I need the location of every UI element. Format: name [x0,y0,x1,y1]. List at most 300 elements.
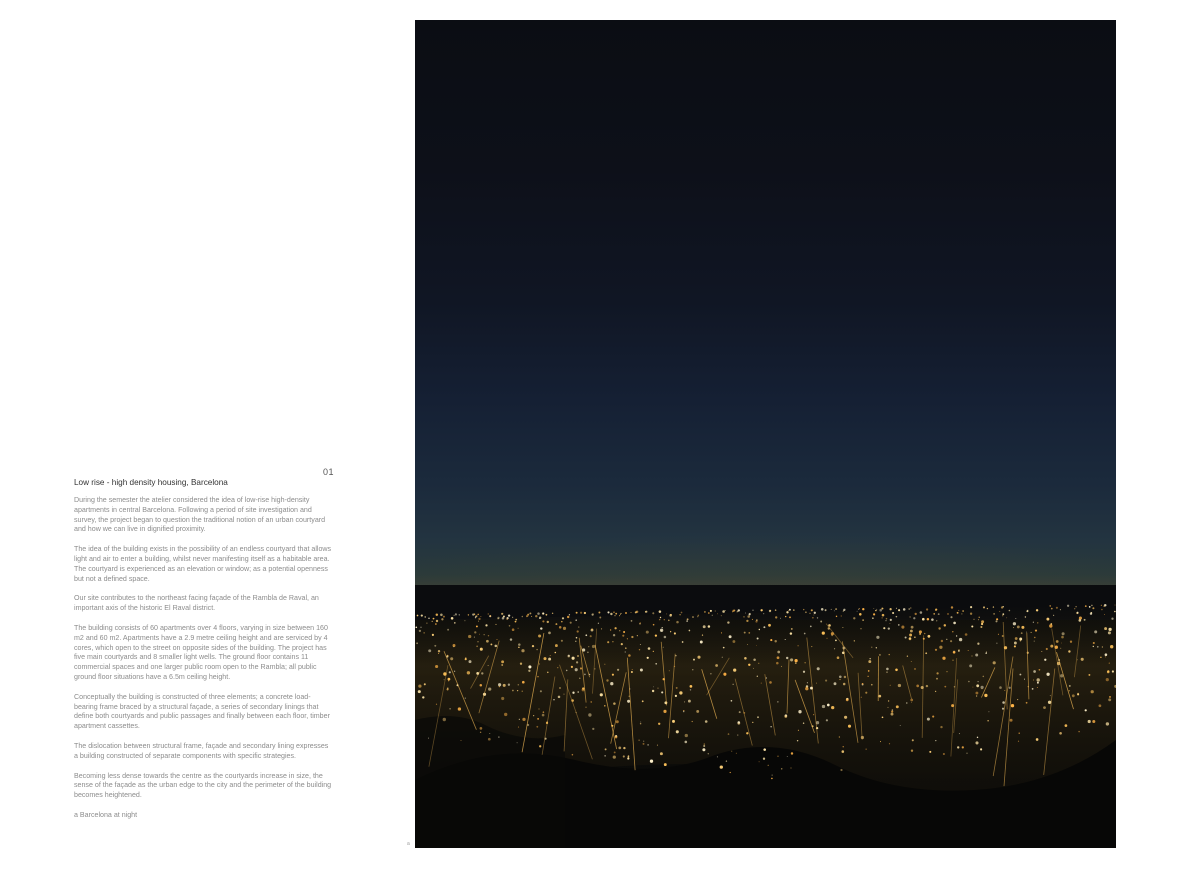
city-light [785,616,786,617]
city-light [784,715,787,718]
city-light [882,608,884,610]
city-light [453,615,454,616]
city-light [876,609,877,610]
city-light [555,623,557,625]
city-light [659,610,662,613]
city-light [631,612,632,613]
city-light [979,617,980,618]
city-light [696,710,699,713]
city-light [447,687,449,689]
city-light [607,641,609,643]
city-light [454,671,455,672]
city-light [1024,679,1025,680]
city-light [1046,618,1049,621]
city-light [576,612,578,614]
page-number: 01 [322,467,334,477]
city-light [642,700,644,702]
city-light [898,624,900,626]
city-light [478,621,479,622]
city-light [547,672,548,673]
city-light [1037,678,1040,681]
city-light [977,643,979,645]
city-light [935,691,936,692]
city-light [484,634,485,635]
city-light [604,705,606,707]
city-light [495,624,496,625]
city-light [607,611,609,613]
city-light [1077,659,1078,660]
city-light [1108,628,1111,631]
city-light [889,654,890,655]
city-light [913,617,915,619]
city-light [517,690,518,691]
city-light [791,768,792,769]
city-light [537,612,540,615]
city-light [652,690,654,692]
city-light [777,651,780,654]
city-light [1088,720,1091,723]
city-light [1019,674,1021,676]
city-light [723,673,726,676]
city-light [438,653,439,654]
city-light [1085,605,1087,607]
city-light [627,700,630,703]
city-light [522,616,524,618]
paragraph-intro: During the semester the atelier considered the idea of low-rise high-density apartments in central Barcelona. Following a period of site investigation and survey, the project began to question the traditional notion of an urban courtyard and how we can live in dignified proximity. [74,496,326,534]
city-light [539,745,541,747]
city-light [1002,708,1004,710]
city-light [1013,627,1014,628]
city-light [805,687,808,690]
city-light [1033,670,1036,673]
city-light [980,748,982,750]
city-light [868,660,871,663]
city-light [480,732,481,733]
city-light [825,680,827,682]
city-light [615,736,618,739]
city-light [421,615,423,617]
city-light [662,627,663,628]
city-light [839,679,840,680]
city-light [1072,694,1075,697]
city-light [891,713,894,716]
city-light [843,683,846,686]
city-light [968,681,970,683]
city-light [752,610,753,611]
city-light [424,632,425,633]
city-light [579,678,580,679]
city-light [896,608,897,609]
city-light [1109,696,1111,698]
city-light [889,623,890,624]
city-light [538,634,541,637]
city-light [737,611,738,612]
city-light [1015,618,1016,619]
city-light [759,761,760,762]
city-light [729,635,732,638]
city-light [976,695,977,696]
city-light [715,664,718,667]
city-light [480,648,483,651]
city-light [531,616,532,617]
city-light [726,760,727,761]
city-light [640,669,643,672]
city-light [944,686,946,688]
city-light [1108,631,1111,634]
city-light [681,612,683,614]
city-light [613,755,616,758]
city-light [682,641,684,643]
city-light [592,614,594,616]
city-light [474,637,475,638]
city-light [590,635,592,637]
city-light [543,657,546,660]
city-light [664,636,667,639]
city-light [692,721,693,722]
city-light [831,635,833,637]
city-light [519,719,520,720]
city-light [1093,642,1095,644]
city-light [1033,680,1034,681]
city-light [1078,619,1081,622]
city-light [419,630,421,632]
city-light [480,684,483,687]
city-light [625,612,627,614]
city-light [598,612,600,614]
image-caption: a Barcelona at night [74,810,138,819]
city-light [844,716,847,719]
city-light [518,643,521,646]
city-light [969,664,972,667]
city-light [938,613,940,615]
city-light [660,617,661,618]
city-light [777,756,778,757]
page-title: Low rise - high density housing, Barcelona [74,478,228,487]
city-light [927,635,930,638]
city-light [1069,685,1071,687]
city-light [821,608,824,611]
city-light [843,746,844,747]
city-light [540,627,542,629]
city-light [950,640,952,642]
city-light [1092,607,1094,609]
city-light [489,733,490,734]
city-light [575,619,577,621]
city-light [578,627,579,628]
city-light [550,655,551,656]
city-light [515,621,517,623]
city-light [479,634,480,635]
city-light [498,737,499,738]
city-light [1035,630,1037,632]
city-light [940,726,942,728]
city-light [911,626,914,629]
city-light [480,727,483,730]
city-light [592,645,595,648]
city-light [653,651,654,652]
city-light [517,742,518,743]
city-light [643,741,644,742]
city-light [555,644,558,647]
city-light [1044,659,1046,661]
city-light [1106,722,1109,725]
city-light [613,611,615,613]
city-light [914,637,915,638]
city-light [803,609,804,610]
city-light [710,673,711,674]
city-light [631,620,633,622]
city-light [455,613,457,615]
city-light [687,618,689,620]
city-light [1032,688,1034,690]
city-light [747,615,750,618]
city-light [721,615,722,616]
city-light [566,670,568,672]
city-light [1014,642,1017,645]
city-light [476,646,478,648]
city-light [876,636,879,639]
city-light [670,614,672,616]
city-light [862,683,864,685]
city-light [659,619,660,620]
city-light [1033,622,1034,623]
city-light [1059,732,1062,735]
city-light [986,651,987,652]
city-light [532,645,534,647]
city-light [621,643,623,645]
city-light [618,747,621,750]
city-light [640,723,641,724]
city-light [529,612,531,614]
city-light [708,625,711,628]
city-light [732,640,735,643]
city-light [661,691,663,693]
city-light [542,714,545,717]
city-light [1085,709,1087,711]
city-light [911,702,912,703]
city-light [567,616,569,618]
city-light [826,638,827,639]
city-light [1056,607,1058,609]
city-light [953,651,956,654]
city-light [756,619,757,620]
city-light [703,625,706,628]
city-light [1101,609,1103,611]
city-light [730,772,731,773]
city-light [883,627,885,629]
city-light [632,669,633,670]
city-light [975,692,978,695]
city-light [1021,632,1023,634]
city-light [547,621,549,623]
city-light [896,705,899,708]
city-light [604,755,605,756]
city-light [625,651,626,652]
city-light [486,640,489,643]
city-light [572,657,575,660]
city-light [485,624,487,626]
city-light [1050,645,1053,648]
city-light [557,667,558,668]
city-light [1021,626,1024,629]
city-light [655,634,657,636]
city-light [1017,625,1020,628]
city-light [1036,738,1039,741]
city-light [1004,690,1005,691]
city-light [1043,706,1046,709]
city-light [435,623,437,625]
city-light [842,750,845,753]
city-light [612,641,613,642]
city-light [1091,690,1094,693]
city-light [663,647,664,648]
city-light [1002,615,1003,616]
city-light [999,686,1002,689]
city-light [1011,704,1014,707]
city-light [606,679,608,681]
city-light [543,711,545,713]
city-light [646,631,649,634]
city-light [448,678,451,681]
city-light [763,748,766,751]
city-light [684,701,685,702]
city-light [490,643,492,645]
city-light [700,641,703,644]
city-light [542,612,544,614]
paragraph-density: Becoming less dense towards the centre as the courtyards increase in size, the sense of the façade as the urban edge to the city and the perimeter of the building becomes heightened. [74,771,332,800]
city-light [640,722,641,723]
city-light [499,686,500,687]
city-light [503,684,506,687]
city-light [552,613,553,614]
city-light [981,620,984,623]
city-light [1037,682,1039,684]
city-light [498,683,501,686]
city-light [996,618,998,620]
city-light [1056,640,1059,643]
city-light [683,711,685,713]
city-light [1041,651,1042,652]
city-light [640,622,641,623]
city-light [931,618,934,621]
city-light [927,718,930,721]
city-light [1053,615,1054,616]
city-light [539,709,540,710]
city-light [679,614,680,615]
city-light [690,685,693,688]
city-light [679,691,682,694]
city-light [614,615,615,616]
city-light [623,747,625,749]
city-light [702,634,703,635]
city-light [882,614,885,617]
city-light [582,688,585,691]
city-light [436,614,438,616]
city-light [417,615,419,617]
city-light [690,689,691,690]
city-light [476,625,478,627]
city-light [791,752,793,754]
city-light [860,628,861,629]
city-light [996,643,997,644]
city-light [959,638,962,641]
city-light [636,611,639,614]
city-light [1061,636,1064,639]
city-light [817,617,818,618]
city-light [1089,606,1091,608]
city-light [880,741,881,742]
city-light [490,615,492,617]
city-light [536,649,537,650]
city-light [936,672,938,674]
city-light [946,671,947,672]
city-light [438,650,440,652]
city-light [919,633,921,635]
city-light [697,616,698,617]
city-light [775,616,777,618]
city-light [692,669,693,670]
city-light [942,657,945,660]
city-light [1006,617,1007,618]
city-light [418,690,421,693]
paragraph-concept: Conceptually the building is constructed of three elements; a concrete load-bearing frame braced by a structural façade, a series of secondary linings that define both courtyards and public passages and finally between each floor, timber apartment cassettes. [74,692,330,731]
city-light [820,621,822,623]
city-light [631,636,633,638]
city-light [453,646,454,647]
city-light [731,700,733,702]
city-light [915,613,917,615]
city-light [617,669,619,671]
city-light [1094,630,1097,633]
city-light [927,618,929,620]
city-light [812,617,814,619]
city-light [816,683,817,684]
city-light [957,746,959,748]
city-light [935,740,936,741]
city-light [1067,605,1069,607]
city-light [873,608,874,609]
city-light [548,658,551,661]
city-light [536,726,538,728]
city-light [807,682,808,683]
city-light [843,609,845,611]
city-light [810,626,812,628]
city-light [811,609,813,611]
city-light [702,748,705,751]
city-light [822,632,825,635]
city-light [966,753,967,754]
city-light [436,620,438,622]
city-light [909,637,911,639]
city-light [558,696,561,699]
city-light [768,624,771,627]
city-light [837,656,840,659]
city-light [1090,613,1092,615]
city-light [862,608,864,610]
city-light [936,620,937,621]
city-light [803,722,804,723]
city-light [1036,609,1038,611]
city-light [980,626,982,628]
city-light [961,613,962,614]
city-light [935,649,937,651]
city-light [988,711,989,712]
city-light [753,659,756,662]
city-light [1102,646,1103,647]
city-light [777,656,780,659]
city-light [653,686,654,687]
city-light [653,624,655,626]
